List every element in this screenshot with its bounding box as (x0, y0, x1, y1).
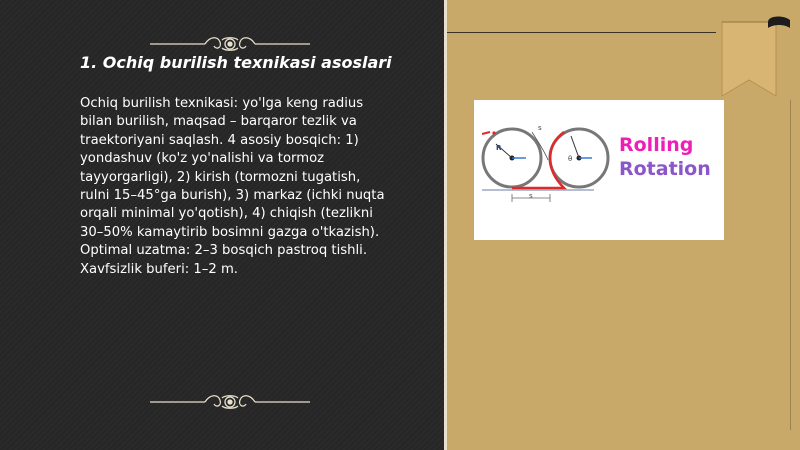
diagram-label-theta: θ (568, 155, 573, 163)
ornament-bottom-icon (150, 392, 310, 412)
rotation-label: Rotation (619, 158, 711, 180)
slide-title: 1. Ochiq burilish texnikasi asoslari (80, 53, 392, 72)
frame-line-right (790, 100, 791, 430)
body-line: yondashuv (ko'z yo'nalishi va tormoz (80, 151, 325, 167)
body-line: bilan burilish, maqsad – barqaror tezlik va (80, 114, 357, 130)
body-line: tayyorgarligi), 2) kirish (tormozni tugatish, (80, 169, 361, 185)
diagram-label-s-bottom: s (529, 192, 533, 200)
body-line: Xavfsizlik buferi: 1–2 m. (80, 261, 238, 277)
rolling-rotation-image (474, 100, 724, 240)
body-line: rulni 15–45°ga burish), 3) markaz (ichki nuqta (80, 188, 385, 204)
wheel-diagram (474, 100, 614, 240)
slide-body (80, 95, 425, 279)
body-line: traektoriyani saqlash. 4 asosiy bosqich: 1) (80, 132, 359, 148)
body-line: 30–50% kamaytirib bosimni gazga o'tkazish). (80, 224, 380, 240)
panel-divider (444, 0, 447, 450)
body-line: Ochiq burilish texnikasi: yo'lga keng radius (80, 96, 364, 111)
frame-line-top (446, 32, 716, 33)
bookmark-icon (708, 14, 798, 114)
diagram-label-r: R (496, 144, 502, 152)
diagram-label-s-top: s (538, 124, 542, 132)
body-line: Optimal uzatma: 2–3 bosqich pastroq tishli. (80, 243, 368, 259)
rolling-label: Rolling (619, 134, 694, 156)
ornament-top-icon (150, 34, 310, 54)
body-line: orqali minimal yo'qotish), 4) chiqish (tezlikni (80, 206, 373, 222)
